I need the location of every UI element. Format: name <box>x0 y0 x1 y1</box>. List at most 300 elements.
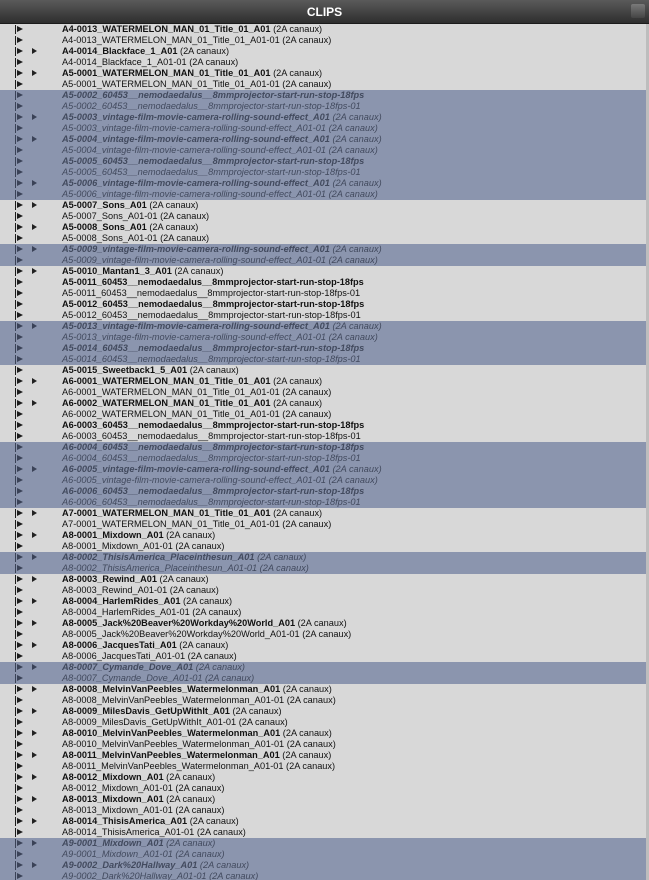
clip-channels: (2A canaux) <box>206 871 259 880</box>
audio-clip-icon <box>15 729 26 738</box>
clip-channels: (2A canaux) <box>236 717 288 727</box>
audio-clip-icon <box>15 124 26 133</box>
clip-channels: (2A canaux) <box>329 464 382 474</box>
list-item[interactable] <box>0 805 649 816</box>
list-item[interactable] <box>0 849 649 860</box>
disclosure-triangle-icon[interactable] <box>32 554 37 560</box>
list-item[interactable] <box>0 585 649 596</box>
clip-channels: (2A canaux) <box>187 816 239 826</box>
list-item[interactable] <box>0 365 649 376</box>
list-item[interactable] <box>0 871 649 880</box>
clip-channels: (2A canaux) <box>229 706 282 716</box>
clip-title: A8-0001_Mixdown_A01-01 <box>62 541 173 551</box>
clip-title: A8-0011_MelvinVanPeebles_Watermelonman_A01 <box>62 750 280 760</box>
list-item[interactable] <box>0 695 649 706</box>
clip-title: A8-0009_MilesDavis_GetUpWithIt_A01 <box>62 706 230 716</box>
clip-title: A8-0013_Mixdown_A01-01 <box>62 805 173 815</box>
clip-channels: (2A canaux) <box>163 794 216 804</box>
disclosure-triangle-icon[interactable] <box>32 70 37 76</box>
clip-name <box>62 596 232 607</box>
list-item[interactable] <box>0 629 649 640</box>
clip-channels: (2A canaux) <box>326 123 378 133</box>
clip-title: A8-0004_HarlemRides_A01-01 <box>62 607 190 617</box>
clip-channels: (2A canaux) <box>284 739 336 749</box>
list-item[interactable] <box>0 46 649 57</box>
disclosure-triangle-icon[interactable] <box>32 268 37 274</box>
clip-name <box>62 79 331 90</box>
audio-clip-icon <box>15 69 26 78</box>
list-item[interactable] <box>0 222 649 233</box>
clip-title: A6-0006_60453__nemodaedalus__8mmprojector-start-run-stop-18fps <box>62 486 365 496</box>
audio-clip-icon <box>15 311 26 320</box>
clip-title: A5-0008_Sons_A01-01 <box>62 233 158 243</box>
list-item[interactable] <box>0 68 649 79</box>
clip-title: A8-0010_MelvinVanPeebles_Watermelonman_A01-01 <box>62 739 285 749</box>
audio-clip-icon <box>15 47 26 56</box>
disclosure-triangle-icon[interactable] <box>32 202 37 208</box>
list-item[interactable] <box>0 332 649 343</box>
list-item[interactable] <box>0 618 649 629</box>
audio-clip-icon <box>15 685 26 694</box>
clip-title: A8-0003_Rewind_A01 <box>62 574 157 584</box>
clip-title: A5-0004_vintage-film-movie-camera-rolling-sound-effect_A01 <box>62 134 330 144</box>
list-item[interactable] <box>0 244 649 255</box>
list-item[interactable] <box>0 123 649 134</box>
audio-clip-icon <box>15 80 26 89</box>
list-item[interactable] <box>0 178 649 189</box>
audio-clip-icon <box>15 245 26 254</box>
list-item[interactable] <box>0 211 649 222</box>
clip-name <box>62 343 364 354</box>
clip-name <box>62 640 228 651</box>
clip-name <box>62 530 215 541</box>
clip-name <box>62 816 239 827</box>
clip-channels: (2A canaux) <box>180 596 233 606</box>
clip-channels: (2A canaux) <box>279 519 332 529</box>
clip-title: A8-0007_Cymande_Dove_A01-01 <box>62 673 203 683</box>
list-item[interactable] <box>0 145 649 156</box>
list-item[interactable] <box>0 90 649 101</box>
audio-clip-icon <box>15 113 26 122</box>
audio-clip-icon <box>15 696 26 705</box>
disclosure-triangle-icon[interactable] <box>32 774 37 780</box>
disclosure-triangle-icon[interactable] <box>32 620 37 626</box>
clip-title: A8-0005_Jack%20Beaver%20Workday%20World_A01 <box>62 618 296 628</box>
audio-clip-icon <box>15 388 26 397</box>
clip-name <box>62 24 322 35</box>
list-item[interactable] <box>0 156 649 167</box>
list-item[interactable] <box>0 464 649 475</box>
list-item[interactable] <box>0 486 649 497</box>
audio-clip-icon <box>15 256 26 265</box>
clip-title: A5-0007_Sons_A01 <box>62 200 147 210</box>
list-item[interactable] <box>0 508 649 519</box>
clip-title: A5-0001_WATERMELON_MAN_01_Title_01_A01-01 <box>62 79 280 89</box>
clip-channels: (2A canaux) <box>197 860 250 870</box>
clip-title: A9-0001_Mixdown_A01 <box>62 838 164 848</box>
clip-name <box>62 431 361 442</box>
audio-clip-icon <box>15 872 26 880</box>
audio-clip-icon <box>15 553 26 562</box>
list-item[interactable] <box>0 299 649 310</box>
list-item[interactable] <box>0 101 649 112</box>
panel-menu-icon[interactable] <box>631 4 645 18</box>
clip-name <box>62 541 224 552</box>
clip-title: A5-0002_60453__nemodaedalus__8mmprojector-start-run-stop-18fps <box>62 90 365 100</box>
clip-title: A8-0001_Mixdown_A01 <box>62 530 164 540</box>
clip-name <box>62 695 336 706</box>
clip-channels: (2A canaux) <box>194 827 246 837</box>
clip-title: A8-0006_JacquesTati_A01 <box>62 640 177 650</box>
disclosure-triangle-icon[interactable] <box>32 598 37 604</box>
list-item[interactable] <box>0 816 649 827</box>
audio-clip-icon <box>15 597 26 606</box>
audio-clip-icon <box>15 289 26 298</box>
clip-channels: (2A canaux) <box>326 475 378 485</box>
clip-channels: (2A canaux) <box>284 695 336 705</box>
audio-clip-icon <box>15 718 26 727</box>
list-item[interactable] <box>0 233 649 244</box>
list-item[interactable] <box>0 288 649 299</box>
clip-title: A6-0001_WATERMELON_MAN_01_Title_01_A01 <box>62 376 271 386</box>
clip-list[interactable] <box>0 24 649 880</box>
clip-channels: (2A canaux) <box>193 662 245 672</box>
clip-name <box>62 651 237 662</box>
audio-clip-icon <box>15 58 26 67</box>
clip-title: A5-0013_vintage-film-movie-camera-rolling-sound-effect_A01-01 <box>62 332 327 342</box>
disclosure-triangle-icon[interactable] <box>32 136 37 142</box>
clip-name <box>62 794 215 805</box>
clip-name <box>62 68 322 79</box>
clip-name <box>62 266 223 277</box>
disclosure-triangle-icon[interactable] <box>32 862 37 868</box>
clip-channels: (2A canaux) <box>172 783 225 793</box>
disclosure-triangle-icon[interactable] <box>32 730 37 736</box>
clip-title: A5-0005_60453__nemodaedalus__8mmprojector-start-run-stop-18fps-01 <box>62 167 361 177</box>
list-item[interactable] <box>0 310 649 321</box>
clip-name <box>62 662 245 673</box>
clip-title: A8-0002_ThisisAmerica_Placeinthesun_A01 <box>62 552 255 562</box>
clip-channels: (2A canaux) <box>185 651 237 661</box>
list-item[interactable] <box>0 24 649 35</box>
audio-clip-icon <box>15 91 26 100</box>
disclosure-triangle-icon[interactable] <box>32 466 37 472</box>
clip-title: A4-0014_Blackface_1_A01-01 <box>62 57 187 67</box>
disclosure-triangle-icon[interactable] <box>32 752 37 758</box>
list-item[interactable] <box>0 35 649 46</box>
list-item[interactable] <box>0 343 649 354</box>
clip-channels: (2A canaux) <box>163 530 216 540</box>
list-item[interactable] <box>0 739 649 750</box>
clip-title: A5-0007_Sons_A01-01 <box>62 211 158 221</box>
clip-channels: (2A canaux) <box>279 387 332 397</box>
disclosure-triangle-icon[interactable] <box>32 818 37 824</box>
clip-title: A6-0002_WATERMELON_MAN_01_Title_01_A01-01 <box>62 409 280 419</box>
list-item[interactable] <box>0 651 649 662</box>
audio-clip-icon <box>15 828 26 837</box>
clip-name <box>62 211 209 222</box>
clip-channels: (2A canaux) <box>172 541 225 551</box>
list-item[interactable] <box>0 453 649 464</box>
disclosure-triangle-icon[interactable] <box>32 840 37 846</box>
clip-name <box>62 508 322 519</box>
list-item[interactable] <box>0 167 649 178</box>
list-item[interactable] <box>0 783 649 794</box>
clip-channels: (2A canaux) <box>270 398 323 408</box>
clip-channels: (2A canaux) <box>156 574 209 584</box>
clip-channels: (2A canaux) <box>177 46 230 56</box>
clip-name <box>62 552 306 563</box>
list-item[interactable] <box>0 662 649 673</box>
list-item[interactable] <box>0 376 649 387</box>
clip-channels: (2A canaux) <box>172 805 225 815</box>
clip-title: A5-0014_60453__nemodaedalus__8mmprojector-start-run-stop-18fps-01 <box>62 354 361 364</box>
audio-clip-icon <box>15 861 26 870</box>
audio-clip-icon <box>15 355 26 364</box>
list-item[interactable] <box>0 277 649 288</box>
clip-channels: (2A canaux) <box>146 222 199 232</box>
list-item[interactable] <box>0 596 649 607</box>
audio-clip-icon <box>15 399 26 408</box>
audio-clip-icon <box>15 520 26 529</box>
list-item[interactable] <box>0 200 649 211</box>
clip-name <box>62 739 336 750</box>
clip-title: A8-0005_Jack%20Beaver%20Workday%20World_A01-01 <box>62 629 300 639</box>
disclosure-triangle-icon[interactable] <box>32 686 37 692</box>
clip-channels: (2A canaux) <box>202 673 255 683</box>
list-item[interactable] <box>0 189 649 200</box>
list-item[interactable] <box>0 497 649 508</box>
audio-clip-icon <box>15 267 26 276</box>
audio-clip-icon <box>15 201 26 210</box>
disclosure-triangle-icon[interactable] <box>32 708 37 714</box>
list-item[interactable] <box>0 728 649 739</box>
audio-clip-icon <box>15 476 26 485</box>
clip-channels: (2A canaux) <box>329 178 382 188</box>
clip-channels: (2A canaux) <box>270 508 323 518</box>
clip-name <box>62 772 215 783</box>
clip-channels: (2A canaux) <box>279 750 332 760</box>
list-item[interactable] <box>0 112 649 123</box>
clip-channels: (2A canaux) <box>326 255 378 265</box>
clip-name <box>62 376 322 387</box>
audio-clip-icon <box>15 619 26 628</box>
list-item[interactable] <box>0 409 649 420</box>
list-item[interactable] <box>0 321 649 332</box>
list-item[interactable] <box>0 79 649 90</box>
list-item[interactable] <box>0 574 649 585</box>
clip-name <box>62 574 209 585</box>
list-item[interactable] <box>0 640 649 651</box>
clip-name <box>62 783 224 794</box>
audio-clip-icon <box>15 740 26 749</box>
list-item[interactable] <box>0 761 649 772</box>
clip-channels: (2A canaux) <box>326 332 378 342</box>
list-item[interactable] <box>0 398 649 409</box>
clip-title: A5-0013_vintage-film-movie-camera-rolling-sound-effect_A01 <box>62 321 330 331</box>
clip-name <box>62 46 229 57</box>
clip-name <box>62 849 225 860</box>
list-item[interactable] <box>0 772 649 783</box>
audio-clip-icon <box>15 157 26 166</box>
clip-title: A8-0010_MelvinVanPeebles_Watermelonman_A01 <box>62 728 281 738</box>
list-item[interactable] <box>0 57 649 68</box>
audio-clip-icon <box>15 509 26 518</box>
audio-clip-icon <box>15 102 26 111</box>
list-item[interactable] <box>0 475 649 486</box>
clip-title: A5-0003_vintage-film-movie-camera-rolling-sound-effect_A01-01 <box>62 123 327 133</box>
audio-clip-icon <box>15 25 26 34</box>
audio-clip-icon <box>15 773 26 782</box>
disclosure-triangle-icon[interactable] <box>32 48 37 54</box>
clip-name <box>62 90 364 101</box>
clip-channels: (2A canaux) <box>280 728 332 738</box>
disclosure-triangle-icon[interactable] <box>32 576 37 582</box>
audio-clip-icon <box>15 223 26 232</box>
list-item[interactable] <box>0 541 649 552</box>
clip-channels: (2A canaux) <box>172 849 225 859</box>
disclosure-triangle-icon[interactable] <box>32 224 37 230</box>
disclosure-triangle-icon[interactable] <box>32 532 37 538</box>
clip-name <box>62 618 347 629</box>
clip-channels: (2A canaux) <box>329 112 382 122</box>
clip-name <box>62 871 258 880</box>
clip-name <box>62 354 361 365</box>
clip-title: A9-0002_Dark%20Hallway_A01-01 <box>62 871 207 880</box>
clip-name <box>62 35 331 46</box>
clip-channels: (2A canaux) <box>299 629 352 639</box>
disclosure-triangle-icon[interactable] <box>32 664 37 670</box>
clip-name <box>62 497 361 508</box>
clip-name <box>62 706 282 717</box>
clip-name <box>62 277 364 288</box>
audio-clip-icon <box>15 630 26 639</box>
list-item[interactable] <box>0 134 649 145</box>
clip-name <box>62 233 209 244</box>
audio-clip-icon <box>15 421 26 430</box>
list-item[interactable] <box>0 684 649 695</box>
clip-title: A4-0013_WATERMELON_MAN_01_Title_01_A01-01 <box>62 35 280 45</box>
list-item[interactable] <box>0 794 649 805</box>
disclosure-triangle-icon[interactable] <box>32 114 37 120</box>
clip-channels: (2A canaux) <box>326 145 378 155</box>
clip-title: A5-0012_60453__nemodaedalus__8mmprojector-start-run-stop-18fps-01 <box>62 310 361 320</box>
list-item[interactable] <box>0 266 649 277</box>
audio-clip-icon <box>15 300 26 309</box>
clip-title: A8-0009_MilesDavis_GetUpWithIt_A01-01 <box>62 717 237 727</box>
list-item[interactable] <box>0 519 649 530</box>
clip-channels: (2A canaux) <box>270 376 323 386</box>
list-item[interactable] <box>0 607 649 618</box>
audio-clip-icon <box>15 190 26 199</box>
clip-title: A5-0001_WATERMELON_MAN_01_Title_01_A01 <box>62 68 271 78</box>
audio-clip-icon <box>15 179 26 188</box>
list-item[interactable] <box>0 750 649 761</box>
audio-clip-icon <box>15 487 26 496</box>
disclosure-triangle-icon[interactable] <box>32 642 37 648</box>
clip-title: A8-0013_Mixdown_A01 <box>62 794 164 804</box>
clip-name <box>62 563 309 574</box>
clip-name <box>62 585 219 596</box>
disclosure-triangle-icon[interactable] <box>32 400 37 406</box>
clip-name <box>62 805 224 816</box>
clip-name <box>62 299 364 310</box>
clip-channels: (2A canaux) <box>157 211 210 221</box>
list-item[interactable] <box>0 563 649 574</box>
disclosure-triangle-icon[interactable] <box>32 246 37 252</box>
clip-title: A8-0008_MelvinVanPeebles_Watermelonman_A01-01 <box>62 695 285 705</box>
list-item[interactable] <box>0 442 649 453</box>
list-item[interactable] <box>0 431 649 442</box>
disclosure-triangle-icon[interactable] <box>32 323 37 329</box>
list-item[interactable] <box>0 860 649 871</box>
clip-title: A6-0005_vintage-film-movie-camera-rolling-sound-effect_A01-01 <box>62 475 327 485</box>
list-item[interactable] <box>0 838 649 849</box>
list-item[interactable] <box>0 387 649 398</box>
audio-clip-icon <box>15 212 26 221</box>
clip-title: A8-0008_MelvinVanPeebles_Watermelonman_A01 <box>62 684 281 694</box>
disclosure-triangle-icon[interactable] <box>32 378 37 384</box>
clip-title: A5-0004_vintage-film-movie-camera-rolling-sound-effect_A01-01 <box>62 145 327 155</box>
list-item[interactable] <box>0 706 649 717</box>
audio-clip-icon <box>15 498 26 507</box>
clip-name <box>62 332 378 343</box>
list-item[interactable] <box>0 354 649 365</box>
clip-name <box>62 475 378 486</box>
list-item[interactable] <box>0 420 649 431</box>
clip-channels: (2A canaux) <box>279 35 332 45</box>
clip-name <box>62 486 364 497</box>
clip-title: A4-0013_WATERMELON_MAN_01_Title_01_A01 <box>62 24 271 34</box>
clip-title: A5-0012_60453__nemodaedalus__8mmprojector-start-run-stop-18fps <box>62 299 365 309</box>
list-item[interactable] <box>0 673 649 684</box>
audio-clip-icon <box>15 806 26 815</box>
audio-clip-icon <box>15 168 26 177</box>
clip-name <box>62 387 331 398</box>
list-item[interactable] <box>0 827 649 838</box>
list-item[interactable] <box>0 530 649 541</box>
clip-channels: (2A canaux) <box>146 200 199 210</box>
list-item[interactable] <box>0 717 649 728</box>
clip-title: A5-0003_vintage-film-movie-camera-rolling-sound-effect_A01 <box>62 112 330 122</box>
clip-channels: (2A canaux) <box>176 640 229 650</box>
disclosure-triangle-icon[interactable] <box>32 510 37 516</box>
clip-name <box>62 761 335 772</box>
list-item[interactable] <box>0 552 649 563</box>
clip-title: A6-0005_vintage-film-movie-camera-rolling-sound-effect_A01 <box>62 464 330 474</box>
disclosure-triangle-icon[interactable] <box>32 796 37 802</box>
clip-title: A4-0014_Blackface_1_A01 <box>62 46 178 56</box>
clip-name <box>62 255 378 266</box>
audio-clip-icon <box>15 344 26 353</box>
clip-title: A5-0002_60453__nemodaedalus__8mmprojector-start-run-stop-18fps-01 <box>62 101 361 111</box>
audio-clip-icon <box>15 839 26 848</box>
audio-clip-icon <box>15 146 26 155</box>
audio-clip-icon <box>15 278 26 287</box>
clip-channels: (2A canaux) <box>189 607 242 617</box>
audio-clip-icon <box>15 366 26 375</box>
clip-name <box>62 145 378 156</box>
list-item[interactable] <box>0 255 649 266</box>
disclosure-triangle-icon[interactable] <box>32 180 37 186</box>
audio-clip-icon <box>15 135 26 144</box>
clip-title: A5-0011_60453__nemodaedalus__8mmprojector-start-run-stop-18fps <box>62 277 364 287</box>
clip-title: A7-0001_WATERMELON_MAN_01_Title_01_A01 <box>62 508 271 518</box>
clip-title: A5-0009_vintage-film-movie-camera-rolling-sound-effect_A01-01 <box>62 255 327 265</box>
clip-title: A5-0010_Mantan1_3_A01 <box>62 266 172 276</box>
audio-clip-icon <box>15 586 26 595</box>
clip-title: A6-0003_60453__nemodaedalus__8mmprojector-start-run-stop-18fps <box>62 420 365 430</box>
